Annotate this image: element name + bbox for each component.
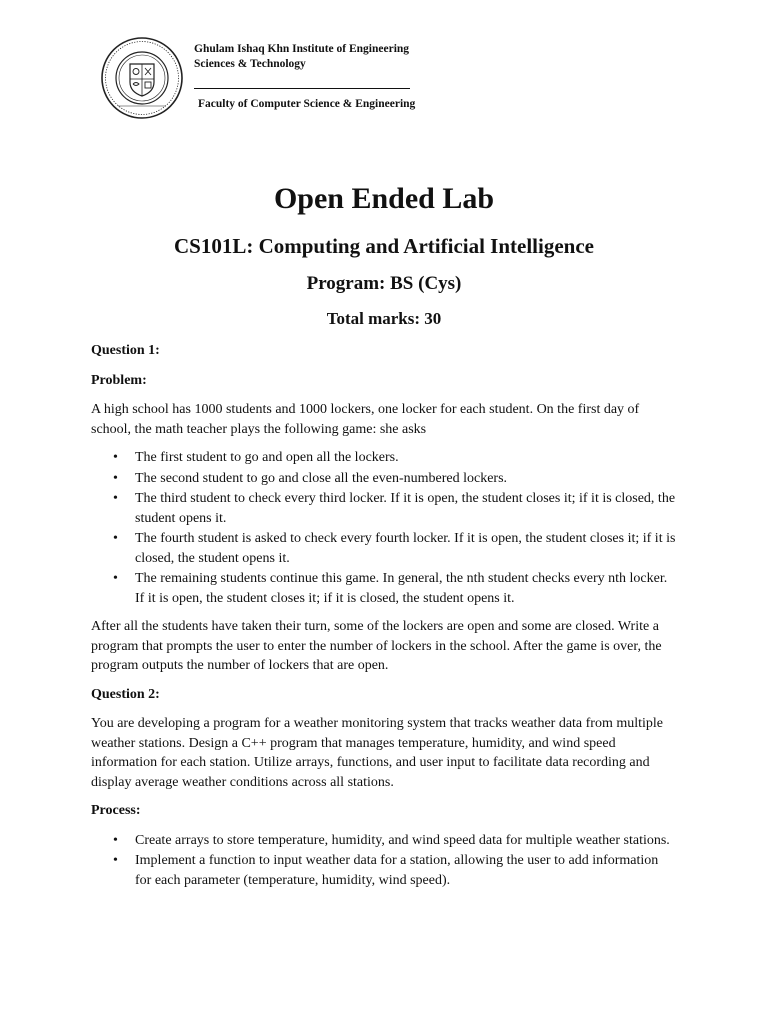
question-2-intro: You are developing a program for a weather monitoring system that tracks weather data from multiple weather stations. Design a C++ program that manages temperature, humidity, and wind speed information for each station. Utilize arrays, functions, and user input to facilitate data recording and display average weather conditions across all stations.	[91, 716, 664, 790]
list-item: • Implement a function to input weather data for a station, allowing the user to add information for each parameter (temperature, humidity, wind speed).	[113, 853, 659, 888]
list-item: • The second student to go and close all the even-numbered lockers.	[113, 470, 508, 486]
total-marks: Total marks: 30	[326, 309, 442, 328]
list-item: • Create arrays to store temperature, humidity, and wind speed data for multiple weather stations.	[113, 832, 670, 848]
question-2-heading: Question 2:	[91, 686, 160, 702]
institute-name: Ghulam Ishaq Khn Institute of Engineering Sciences & Technology	[194, 43, 410, 70]
list-item: • The remaining students continue this game. In general, the nth student checks every nth locker. If it is open, the student closes it; if it is closed, the student opens it.	[113, 571, 668, 606]
list-item: • The first student to go and open all the lockers.	[113, 450, 399, 465]
program-label: Program: BS (Cys)	[306, 273, 462, 294]
letterhead	[100, 32, 430, 122]
document-body	[91, 341, 677, 899]
question-1-steps	[91, 448, 677, 608]
process-steps	[91, 831, 677, 891]
process-heading: Process:	[91, 803, 141, 818]
institute-seal-icon	[100, 36, 184, 120]
header-divider	[194, 88, 410, 89]
question-1-intro: A high school has 1000 students and 1000 lockers, one locker for each student. On the first day of school, the math teacher plays the following game: she asks	[91, 402, 640, 437]
question-1-outro: After all the students have taken their turn, some of the lockers are open and some are closed. Write a program that prompts the user to enter the number of lockers in the school. After the game is over, the program outputs the number of lockers that are open.	[91, 619, 662, 673]
list-item: • The fourth student is asked to check every fourth locker. If it is open, the student closes it; if it is closed, the student opens it.	[113, 531, 676, 566]
faculty-name: Faculty of Computer Science & Engineering	[198, 98, 416, 110]
document-title: Open Ended Lab	[273, 182, 495, 215]
problem-heading: Problem:	[91, 372, 147, 388]
list-item: • The third student to check every third locker. If it is open, the student closes it; if it is closed, the student opens it.	[113, 491, 676, 526]
question-1-heading: Question 1:	[91, 343, 160, 358]
course-title: CS101L: Computing and Artificial Intelligence	[173, 234, 594, 258]
